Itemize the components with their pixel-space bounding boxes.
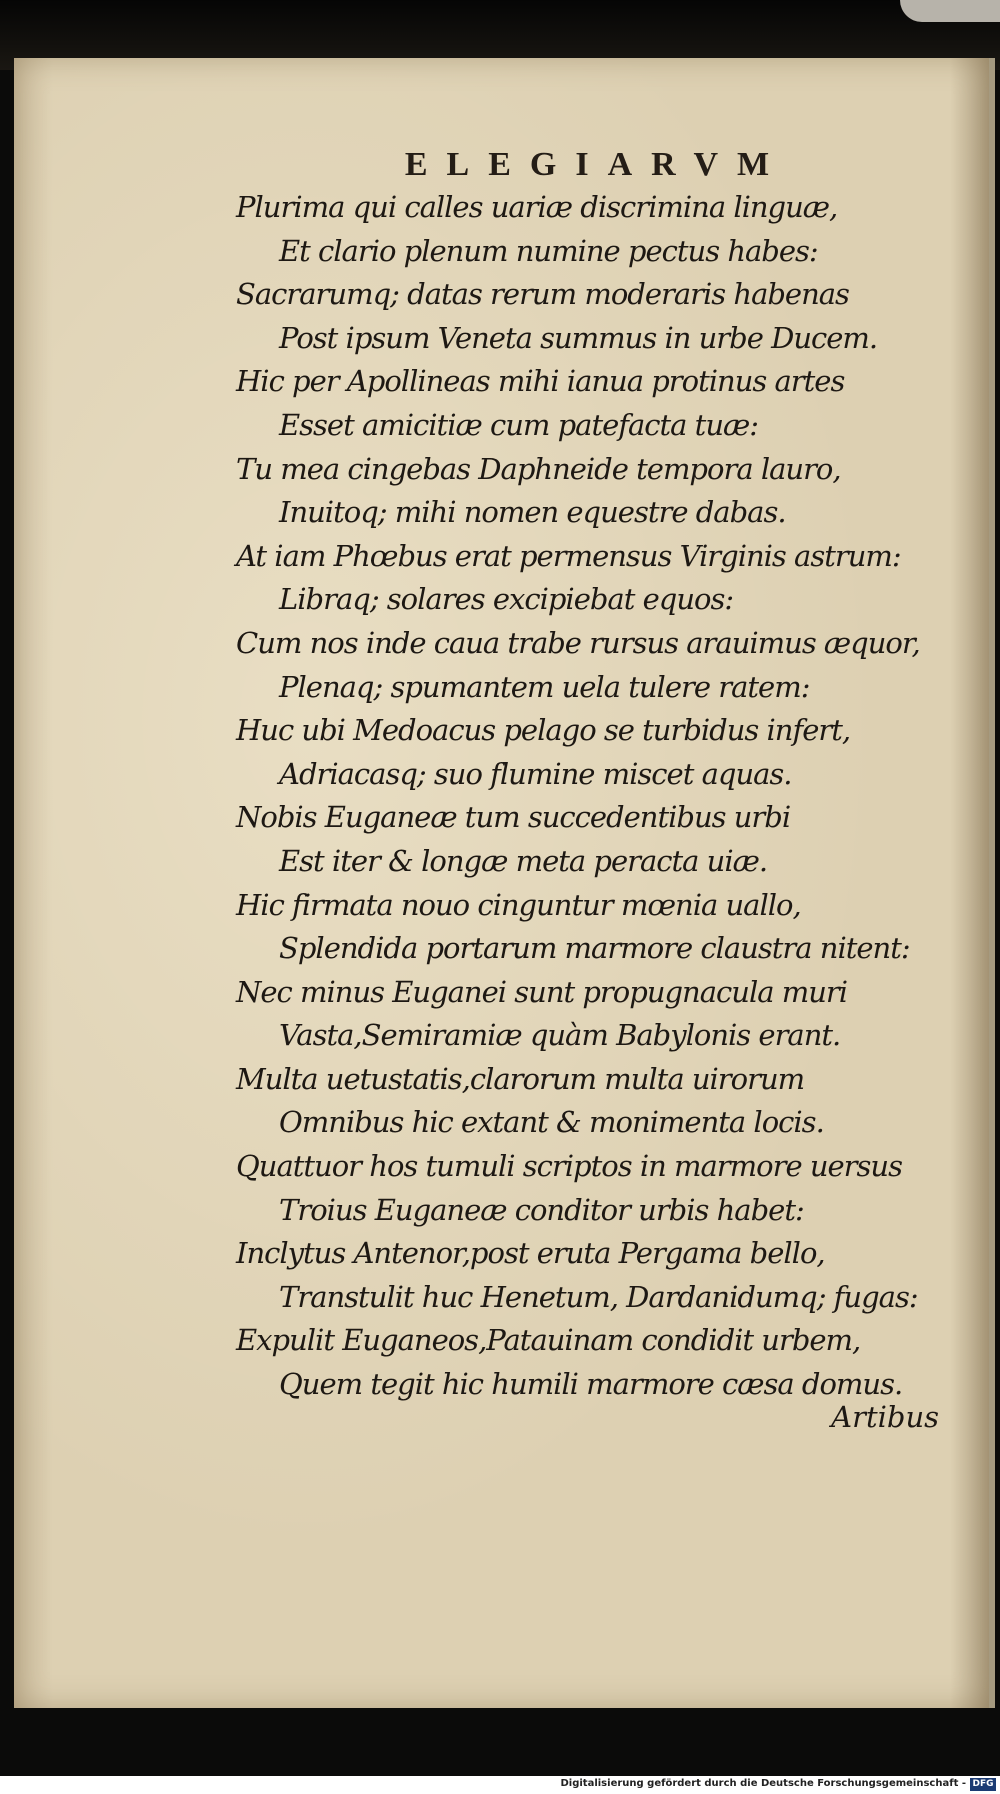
verse-line: Hic firmata nouo cinguntur mœnia uallo, <box>236 887 801 922</box>
verse-line: Et clario plenum numine pectus habes: <box>279 233 818 268</box>
verse-line: Inclytus Antenor,post eruta Pergama bello, <box>236 1236 825 1271</box>
verse-line: Cum nos inde caua trabe rursus arauimus æquor, <box>236 625 920 660</box>
verse-line: Transtulit huc Henetum, Dardanidumq; fugas: <box>279 1279 918 1314</box>
book-page <box>14 58 995 1708</box>
verse-line: Libraq; solares excipiebat equos: <box>279 582 734 617</box>
verse-line: Post ipsum Veneta summus in urbe Ducem. <box>279 320 878 355</box>
verse-line: Nobis Euganeæ tum succedentibus urbi <box>236 800 791 835</box>
running-head: ELEGIARVM <box>404 146 789 183</box>
verse-line: Hic per Apollineas mihi ianua protinus artes <box>236 364 845 399</box>
verse-line: Omnibus hic extant & monimenta locis. <box>279 1105 824 1140</box>
verse-line: Tu mea cingebas Daphneide tempora lauro, <box>236 451 841 486</box>
verse-line: Adriacasq; suo flumine miscet aquas. <box>279 756 792 791</box>
catchword: Artibus <box>831 1400 939 1434</box>
verse-line: At iam Phœbus erat permensus Virginis astrum: <box>236 538 901 573</box>
verse-line: Expulit Euganeos,Patauinam condidit urbem, <box>236 1323 861 1358</box>
verse-line: Troius Euganeæ conditor urbis habet: <box>279 1192 804 1227</box>
verse-line: Multa uetustatis,clarorum multa uirorum <box>236 1061 805 1096</box>
verse-line: Est iter & longæ meta peracta uiæ. <box>279 843 768 878</box>
verse-line: Huc ubi Medoacus pelago se turbidus infert, <box>236 713 851 748</box>
verse-line: Inuitoq; mihi nomen equestre dabas. <box>279 495 786 530</box>
scan-corner <box>900 0 1000 22</box>
verse-line: Nec minus Euganei sunt propugnacula muri <box>236 974 848 1009</box>
verse-line: Esset amicitiæ cum patefacta tuæ: <box>279 407 759 442</box>
verse-line: Plenaq; spumantem uela tulere ratem: <box>279 669 810 704</box>
verse-line: Splendida portarum marmore claustra nitent: <box>279 931 910 966</box>
verse-line: Vasta,Semiramiæ quàm Babylonis erant. <box>279 1018 841 1053</box>
dfg-credit: Digitalisierung gefördert durch die Deutsche Forschungsgemeinschaft - <box>560 1778 966 1789</box>
verse-block <box>14 186 989 1407</box>
verse-line: Quattuor hos tumuli scriptos in marmore uersus <box>236 1149 902 1184</box>
verse-line: Quem tegit hic humili marmore cæsa domus. <box>279 1367 903 1402</box>
verse-line: Sacrarumq; datas rerum moderaris habenas <box>236 277 849 312</box>
verse-line: Plurima qui calles uariæ discrimina linguæ, <box>236 190 838 224</box>
dfg-logo: DFG <box>970 1778 996 1791</box>
